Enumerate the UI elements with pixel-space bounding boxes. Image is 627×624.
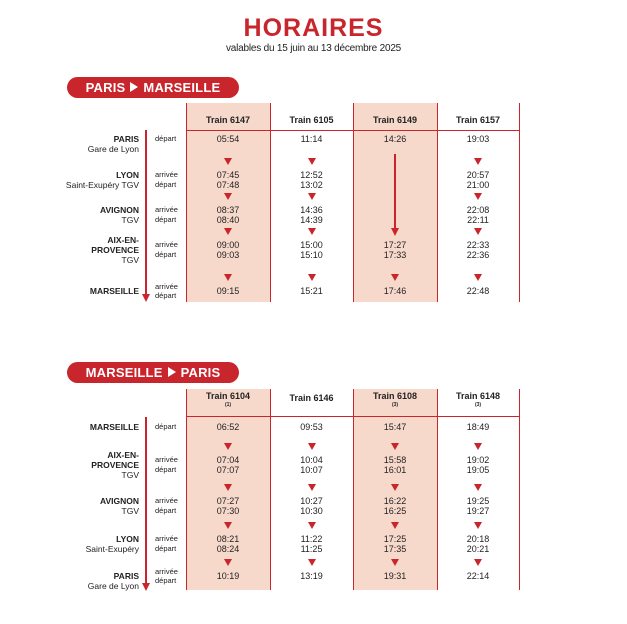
station-subtitle: Gare de Lyon: [87, 144, 139, 154]
time-cell: 17:35: [383, 544, 407, 554]
time-cell: 07:45: [216, 170, 240, 180]
train-header: [270, 393, 353, 403]
time-cell: 13:02: [300, 180, 323, 190]
highlight-column: [186, 103, 270, 302]
time-cell: 17:33: [383, 250, 407, 260]
time-cell: 17:27: [383, 240, 407, 250]
play-arrow-icon: [130, 82, 138, 92]
down-triangle-icon: [474, 158, 482, 165]
station-title: AVIGNON: [99, 205, 139, 215]
down-triangle-icon: [224, 274, 232, 281]
time-cell: 09:53: [300, 422, 323, 432]
time-cell: 14:36: [300, 205, 323, 215]
time-cell: 07:07: [216, 465, 240, 475]
stop-type-label: départ: [155, 180, 177, 189]
stop-type-label: arrivée: [155, 534, 178, 543]
column-divider: [270, 389, 271, 590]
time-cell: 10:27: [300, 496, 323, 506]
time-cell: 16:01: [383, 465, 407, 475]
time-cell: 05:54: [216, 134, 240, 144]
time-cell: 21:00: [466, 180, 490, 190]
train-header: [270, 115, 353, 125]
down-triangle-icon: [391, 559, 399, 566]
stop-type-label: arrivée: [155, 170, 178, 179]
time-cell: 10:07: [300, 465, 323, 475]
time-cell: 16:25: [383, 506, 407, 516]
down-triangle-icon: [224, 193, 232, 200]
column-divider: [186, 103, 187, 302]
train-note: (1): [224, 402, 232, 408]
route-banner: [67, 77, 239, 98]
down-triangle-icon: [474, 484, 482, 491]
time-cell: 08:24: [216, 544, 240, 554]
time-cell: 11:25: [300, 544, 323, 554]
time-cell: 19:03: [466, 134, 490, 144]
time-cell: 19:25: [466, 496, 490, 506]
time-cell: 22:14: [466, 571, 490, 581]
time-cell: 14:26: [383, 134, 407, 144]
down-triangle-icon: [391, 484, 399, 491]
station-title: LYON: [116, 170, 139, 180]
time-cell: 20:57: [466, 170, 490, 180]
time-cell: 20:18: [466, 534, 490, 544]
express-arrow-down-icon: [391, 228, 399, 236]
down-triangle-icon: [308, 274, 316, 281]
time-cell: 07:04: [216, 455, 240, 465]
time-cell: 09:03: [216, 250, 240, 260]
down-triangle-icon: [308, 443, 316, 450]
stop-type-label: arrivée: [155, 205, 178, 214]
down-triangle-icon: [474, 522, 482, 529]
time-cell: 11:22: [300, 534, 323, 544]
down-triangle-icon: [391, 274, 399, 281]
stop-type-label: arrivée: [155, 240, 178, 249]
train-note: (3): [391, 402, 399, 408]
down-triangle-icon: [474, 274, 482, 281]
station-subtitle: TGV: [121, 215, 139, 225]
header-rule: [186, 130, 519, 131]
time-cell: 07:30: [216, 506, 240, 516]
column-divider: [437, 389, 438, 590]
down-triangle-icon: [308, 484, 316, 491]
down-triangle-icon: [474, 193, 482, 200]
route-arrow-line: [145, 130, 147, 295]
time-cell: 15:58: [383, 455, 407, 465]
time-cell: 16:22: [383, 496, 407, 506]
time-cell: 17:46: [383, 286, 407, 296]
time-cell: 07:27: [216, 496, 240, 506]
train-header: [353, 391, 437, 408]
route-arrow-down-icon: [142, 294, 150, 302]
station-subtitle: TGV: [121, 255, 139, 265]
time-cell: 15:00: [300, 240, 323, 250]
time-cell: 19:05: [466, 465, 490, 475]
route-arrow-down-icon: [142, 583, 150, 591]
time-cell: 08:40: [216, 215, 240, 225]
stop-type-label: arrivée: [155, 455, 178, 464]
time-cell: 10:30: [300, 506, 323, 516]
train-number: Train 6157: [455, 115, 501, 125]
time-cell: 06:52: [216, 422, 240, 432]
down-triangle-icon: [224, 522, 232, 529]
banner-from: MARSEILLE: [85, 365, 163, 380]
station-title: PARIS: [113, 571, 139, 581]
time-cell: 17:25: [383, 534, 407, 544]
column-divider: [437, 103, 438, 302]
time-cell: 19:31: [383, 571, 407, 581]
station-name: [88, 571, 139, 591]
stop-type-label: arrivée: [155, 567, 178, 576]
time-cell: 14:39: [300, 215, 323, 225]
time-cell: 22:36: [466, 250, 490, 260]
station-title: AIX-EN- PROVENCE: [91, 235, 139, 255]
stop-type-label: départ: [155, 576, 177, 585]
time-cell: 18:49: [466, 422, 490, 432]
time-cell: 08:37: [216, 205, 240, 215]
column-divider: [353, 389, 354, 590]
down-triangle-icon: [224, 158, 232, 165]
station-name: [91, 450, 139, 480]
down-triangle-icon: [474, 228, 482, 235]
time-cell: 13:19: [300, 571, 323, 581]
down-triangle-icon: [474, 443, 482, 450]
station-name: [100, 496, 139, 516]
time-cell: 09:00: [216, 240, 240, 250]
column-divider: [270, 103, 271, 302]
down-triangle-icon: [391, 522, 399, 529]
stop-type-label: départ: [155, 422, 177, 431]
train-header: [186, 115, 270, 125]
stop-type-label: arrivée: [155, 496, 178, 505]
down-triangle-icon: [224, 228, 232, 235]
station-title: MARSEILLE: [89, 422, 139, 432]
train-header: [437, 115, 519, 125]
column-divider: [519, 389, 520, 590]
time-cell: 07:48: [216, 180, 240, 190]
station-name: [88, 134, 139, 154]
down-triangle-icon: [308, 522, 316, 529]
time-cell: 15:47: [383, 422, 407, 432]
stop-type-label: départ: [155, 544, 177, 553]
train-number: Train 6148: [455, 391, 501, 401]
time-cell: 22:33: [466, 240, 490, 250]
time-cell: 15:10: [300, 250, 323, 260]
header-rule: [186, 416, 519, 417]
express-arrow-line: [394, 154, 396, 229]
station-name: [100, 205, 139, 225]
station-subtitle: Saint-Exupéry: [85, 544, 139, 554]
station-name: [90, 286, 139, 296]
station-title: AIX-EN- PROVENCE: [91, 450, 139, 470]
train-header: [353, 115, 437, 125]
column-divider: [186, 389, 187, 590]
route-arrow-line: [145, 417, 147, 584]
banner-from: PARIS: [85, 80, 126, 95]
time-cell: 22:08: [466, 205, 490, 215]
banner-to: PARIS: [180, 365, 221, 380]
station-name: [90, 422, 139, 432]
time-cell: 08:21: [216, 534, 240, 544]
station-title: AVIGNON: [99, 496, 139, 506]
time-cell: 20:21: [466, 544, 490, 554]
validity-subtitle: valables du 15 juin au 13 décembre 2025: [225, 43, 402, 54]
stop-type-label: départ: [155, 465, 177, 474]
time-cell: 09:15: [216, 286, 240, 296]
train-number: Train 6108: [372, 391, 418, 401]
down-triangle-icon: [474, 559, 482, 566]
time-cell: 19:02: [466, 455, 490, 465]
train-number: Train 6149: [372, 115, 418, 125]
time-cell: 19:27: [466, 506, 490, 516]
time-cell: 22:11: [467, 215, 489, 225]
train-number: Train 6146: [289, 393, 334, 403]
station-subtitle: Gare de Lyon: [87, 581, 139, 591]
station-title: PARIS: [113, 134, 139, 144]
banner-to: MARSEILLE: [143, 80, 221, 95]
time-cell: 10:04: [300, 455, 323, 465]
train-note: (3): [474, 402, 482, 408]
column-divider: [353, 103, 354, 302]
train-number: Train 6147: [205, 115, 251, 125]
play-arrow-icon: [168, 367, 176, 377]
station-name: [66, 170, 139, 190]
down-triangle-icon: [308, 158, 316, 165]
down-triangle-icon: [308, 228, 316, 235]
station-subtitle: TGV: [121, 506, 139, 516]
station-title: LYON: [116, 534, 139, 544]
stop-type-label: départ: [155, 291, 177, 300]
page-title: HORAIRES: [243, 14, 384, 42]
train-header: [186, 391, 270, 408]
stop-type-label: départ: [155, 506, 177, 515]
down-triangle-icon: [224, 484, 232, 491]
down-triangle-icon: [224, 559, 232, 566]
column-divider: [519, 103, 520, 302]
route-banner: [67, 362, 239, 383]
train-header: [437, 391, 519, 408]
station-title: MARSEILLE: [89, 286, 139, 296]
station-subtitle: TGV: [121, 470, 139, 480]
stop-type-label: départ: [155, 250, 177, 259]
down-triangle-icon: [224, 443, 232, 450]
time-cell: 11:14: [300, 134, 323, 144]
station-subtitle: Saint-Exupéry TGV: [65, 180, 139, 190]
train-number: Train 6104: [205, 391, 251, 401]
stop-type-label: arrivée: [155, 282, 178, 291]
time-cell: 22:48: [466, 286, 490, 296]
time-cell: 10:19: [216, 571, 240, 581]
stop-type-label: départ: [155, 215, 177, 224]
down-triangle-icon: [391, 443, 399, 450]
down-triangle-icon: [308, 193, 316, 200]
down-triangle-icon: [308, 559, 316, 566]
train-number: Train 6105: [289, 115, 334, 125]
time-cell: 12:52: [300, 170, 323, 180]
time-cell: 15:21: [300, 286, 323, 296]
stop-type-label: départ: [155, 134, 177, 143]
station-name: [86, 534, 139, 554]
station-name: [91, 235, 139, 265]
